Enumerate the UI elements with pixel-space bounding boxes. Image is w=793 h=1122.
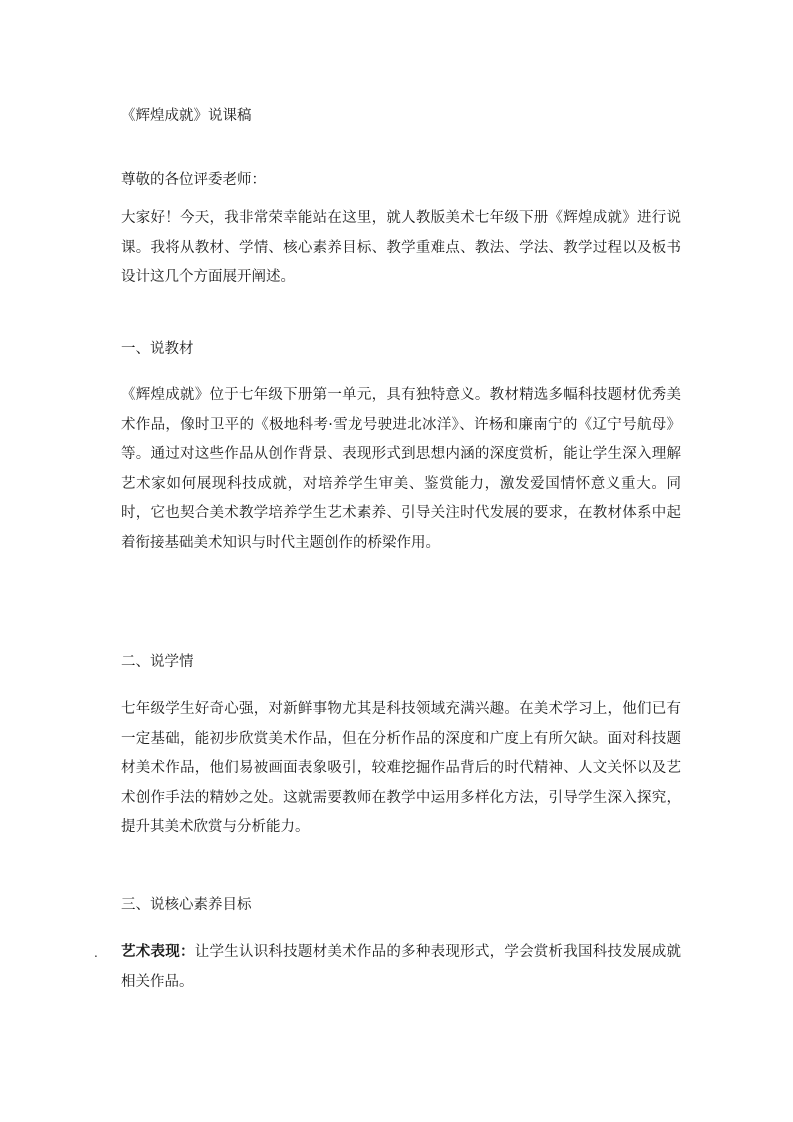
section-heading-textbook: 一、说教材 xyxy=(121,341,194,357)
document-title: 《辉煌成就》说课稿 xyxy=(121,108,252,124)
goal-label: 艺术表现： xyxy=(121,943,195,960)
section-body-textbook: 《辉煌成就》位于七年级下册第一单元，具有独特意义。教材精选多幅科技题材优秀美术作品，像时卫平的《极地科考·雪龙号驶进北冰洋》、许杨和廉南宁的《辽宁号航母》等。通过对这些作品从创作背景、表现形式到思想内涵的深度赏析，能让学生深入理解艺术家如何展现科技成就，对培养学生审美、鉴赏能力，激发爱国情怀意义重大。同时，它也契合美术教学培养学生艺术素养、引导关注时代发展的要求，在教材体系中起着衔接基础美术知识与时代主题创作的桥梁作用。 xyxy=(121,387,681,551)
goal-text: 让学生认识科技题材美术作品的多种表现形式，学会赏析我国科技发展成就相关作品。 xyxy=(121,944,681,990)
intro-paragraph: 大家好！今天，我非常荣幸能站在这里，就人教版美术七年级下册《辉煌成就》进行说课。我将从教材、学情、核心素养目标、教学重难点、教法、学法、教学过程以及板书设计这几个方面展开阐述。 xyxy=(121,210,681,285)
goal-item-art-expression xyxy=(121,937,681,997)
section-body-students: 七年级学生好奇心强，对新鲜事物尤其是科技领域充满兴趣。在美术学习上，他们已有一定基础，能初步欣赏美术作品，但在分析作品的深度和广度上有所欠缺。面对科技题材美术作品，他们易被画面表象吸引，较难挖掘作品背后的时代精神、人文关怀以及艺术创作手法的精妙之处。这就需要教师在教学中运用多样化方法，引导学生深入探究，提升其美术欣赏与分析能力。 xyxy=(121,701,681,835)
greeting: 尊敬的各位评委老师： xyxy=(121,172,266,188)
section-heading-goals: 三、说核心素养目标 xyxy=(121,897,252,913)
section-heading-students: 二、说学情 xyxy=(121,654,194,670)
bullet-marker: . xyxy=(94,946,98,960)
